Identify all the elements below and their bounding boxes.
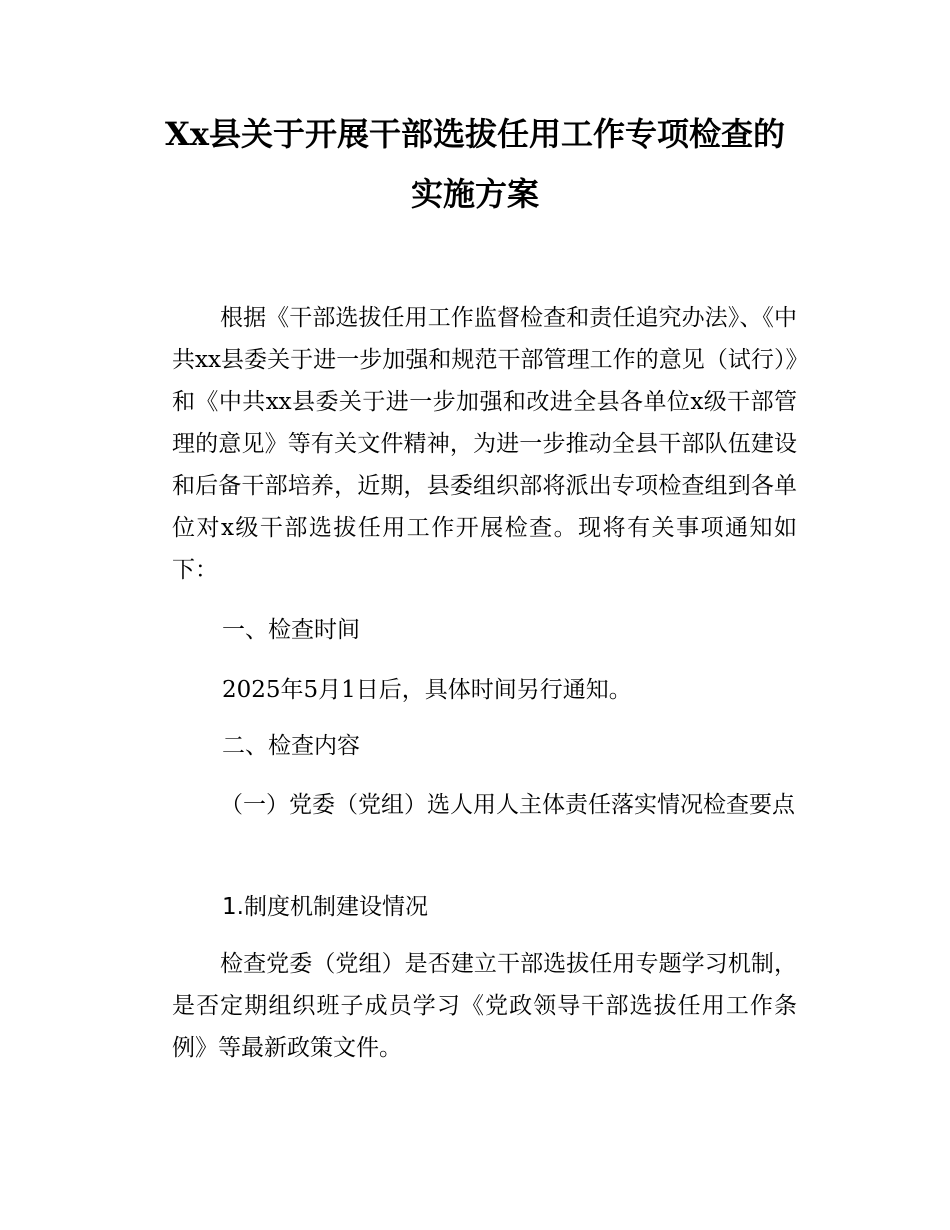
section-heading-inspection-content: 二、检查内容 — [222, 733, 360, 759]
intro-paragraph: 根据《干部选拔任用工作监督检查和责任追究办法》、《中共xx县委关于进一步加强和规范干部管理工作的意见（试行）》和《中共xx县委关于进一步加强和改进全县各单位x级干部管理的意见》等有关文件精神，为进一步推动全县干部队伍建设和后备干部培养，近期，县委组织部将派出专项检查组到各单位对x级干部选拔任用工作开展检查。现将有关事项通知如下： — [172, 305, 797, 583]
document-title-line-2: 实施方案 — [410, 175, 539, 213]
subsection-heading-party-responsibility: （一）党委（党组）选人用人主体责任落实情况检查要点 — [220, 792, 795, 818]
inspection-time-paragraph: 2025年5月1日后，具体时间另行通知。 — [222, 677, 632, 703]
system-mechanism-paragraph: 检查党委（党组）是否建立干部选拔任用专题学习机制，是否定期组织班子成员学习《党政领导干部选拔任用工作条例》等最新政策文件。 — [172, 951, 797, 1061]
item-heading-system-mechanism: 1.制度机制建设情况 — [222, 894, 428, 920]
document-title-line-1: Xx县关于开展干部选拔任用工作专项检查的 — [165, 115, 785, 153]
section-heading-inspection-time: 一、检查时间 — [222, 617, 360, 643]
